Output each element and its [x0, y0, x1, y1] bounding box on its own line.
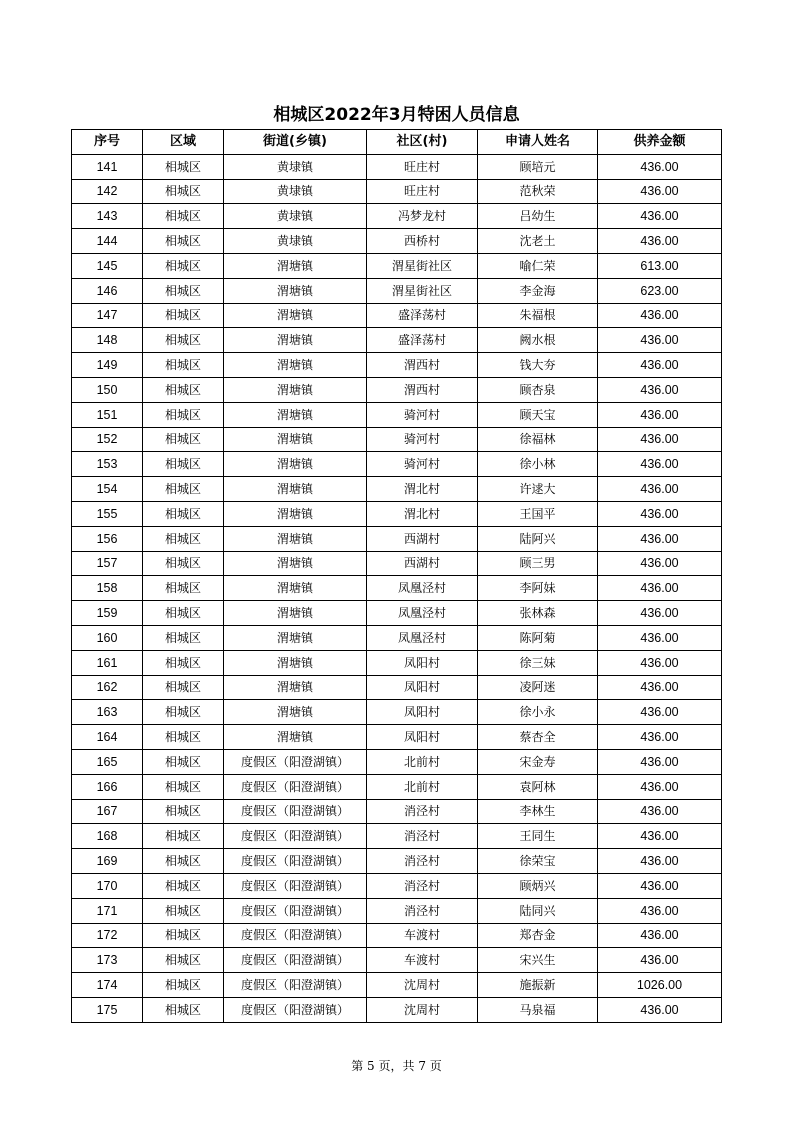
cell-region: 相城区	[143, 873, 224, 898]
table-row	[72, 650, 722, 675]
cell-index: 141	[72, 154, 143, 179]
cell-applicant: 袁阿林	[478, 774, 598, 799]
cell-amount: 436.00	[598, 154, 722, 179]
cell-applicant: 陆阿兴	[478, 526, 598, 551]
cell-applicant: 范秋荣	[478, 179, 598, 204]
table-row	[72, 799, 722, 824]
cell-region: 相城区	[143, 526, 224, 551]
col-header-index: 序号	[72, 130, 143, 155]
table-row	[72, 948, 722, 973]
cell-community: 沈周村	[367, 973, 478, 998]
table-row	[72, 923, 722, 948]
cell-street: 度假区（阳澄湖镇）	[224, 774, 367, 799]
cell-street: 渭塘镇	[224, 477, 367, 502]
cell-region: 相城区	[143, 253, 224, 278]
cell-street: 渭塘镇	[224, 650, 367, 675]
cell-amount: 436.00	[598, 997, 722, 1022]
cell-street: 渭塘镇	[224, 526, 367, 551]
cell-street: 黄埭镇	[224, 229, 367, 254]
cell-region: 相城区	[143, 353, 224, 378]
cell-region: 相城区	[143, 154, 224, 179]
cell-applicant: 张林森	[478, 601, 598, 626]
cell-amount: 436.00	[598, 873, 722, 898]
cell-amount: 436.00	[598, 849, 722, 874]
table-row	[72, 526, 722, 551]
cell-amount: 436.00	[598, 526, 722, 551]
cell-street: 渭塘镇	[224, 328, 367, 353]
cell-applicant: 喻仁荣	[478, 253, 598, 278]
cell-community: 消泾村	[367, 849, 478, 874]
cell-community: 冯梦龙村	[367, 204, 478, 229]
cell-applicant: 徐小林	[478, 452, 598, 477]
cell-amount: 436.00	[598, 328, 722, 353]
cell-community: 骑河村	[367, 427, 478, 452]
cell-applicant: 朱福根	[478, 303, 598, 328]
cell-index: 162	[72, 675, 143, 700]
table-row	[72, 253, 722, 278]
cell-amount: 436.00	[598, 700, 722, 725]
cell-region: 相城区	[143, 229, 224, 254]
table-row	[72, 973, 722, 998]
cell-index: 155	[72, 501, 143, 526]
cell-index: 174	[72, 973, 143, 998]
cell-community: 凤凰泾村	[367, 576, 478, 601]
cell-amount: 436.00	[598, 650, 722, 675]
table-row	[72, 873, 722, 898]
cell-region: 相城区	[143, 402, 224, 427]
col-header-amount: 供养金额	[598, 130, 722, 155]
col-header-region: 区域	[143, 130, 224, 155]
cell-applicant: 顾培元	[478, 154, 598, 179]
cell-community: 消泾村	[367, 799, 478, 824]
cell-amount: 436.00	[598, 749, 722, 774]
cell-index: 165	[72, 749, 143, 774]
cell-index: 151	[72, 402, 143, 427]
cell-street: 渭塘镇	[224, 303, 367, 328]
cell-community: 渭西村	[367, 353, 478, 378]
cell-community: 旺庄村	[367, 179, 478, 204]
page-number: 第 5 页，共 7 页	[351, 1059, 442, 1073]
cell-applicant: 徐小永	[478, 700, 598, 725]
table-row	[72, 725, 722, 750]
cell-community: 旺庄村	[367, 154, 478, 179]
table-row	[72, 898, 722, 923]
cell-community: 骑河村	[367, 402, 478, 427]
cell-index: 164	[72, 725, 143, 750]
cell-region: 相城区	[143, 675, 224, 700]
cell-index: 152	[72, 427, 143, 452]
cell-index: 168	[72, 824, 143, 849]
cell-community: 消泾村	[367, 898, 478, 923]
table-body	[72, 154, 722, 1022]
cell-community: 凤阳村	[367, 700, 478, 725]
cell-applicant: 徐荣宝	[478, 849, 598, 874]
cell-applicant: 徐福林	[478, 427, 598, 452]
cell-street: 度假区（阳澄湖镇）	[224, 898, 367, 923]
cell-community: 西桥村	[367, 229, 478, 254]
table-row	[72, 377, 722, 402]
cell-street: 渭塘镇	[224, 253, 367, 278]
cell-amount: 436.00	[598, 229, 722, 254]
cell-street: 度假区（阳澄湖镇）	[224, 997, 367, 1022]
cell-applicant: 顾炳兴	[478, 873, 598, 898]
table-row	[72, 749, 722, 774]
cell-amount: 436.00	[598, 551, 722, 576]
cell-community: 凤阳村	[367, 725, 478, 750]
cell-amount: 436.00	[598, 725, 722, 750]
cell-amount: 436.00	[598, 799, 722, 824]
cell-region: 相城区	[143, 898, 224, 923]
cell-amount: 436.00	[598, 377, 722, 402]
cell-community: 渭星街社区	[367, 278, 478, 303]
cell-street: 渭塘镇	[224, 427, 367, 452]
cell-street: 渭塘镇	[224, 725, 367, 750]
cell-street: 度假区（阳澄湖镇）	[224, 923, 367, 948]
cell-applicant: 马泉福	[478, 997, 598, 1022]
cell-community: 车渡村	[367, 923, 478, 948]
cell-index: 161	[72, 650, 143, 675]
cell-applicant: 王同生	[478, 824, 598, 849]
cell-street: 度假区（阳澄湖镇）	[224, 749, 367, 774]
cell-amount: 436.00	[598, 625, 722, 650]
cell-amount: 436.00	[598, 477, 722, 502]
cell-street: 渭塘镇	[224, 675, 367, 700]
cell-community: 沈周村	[367, 997, 478, 1022]
cell-index: 144	[72, 229, 143, 254]
cell-applicant: 王国平	[478, 501, 598, 526]
table-row	[72, 576, 722, 601]
cell-amount: 436.00	[598, 576, 722, 601]
cell-applicant: 沈老土	[478, 229, 598, 254]
cell-community: 凤凰泾村	[367, 625, 478, 650]
cell-street: 黄埭镇	[224, 154, 367, 179]
cell-street: 渭塘镇	[224, 551, 367, 576]
cell-street: 渭塘镇	[224, 452, 367, 477]
cell-region: 相城区	[143, 849, 224, 874]
col-header-applicant: 申请人姓名	[478, 130, 598, 155]
cell-region: 相城区	[143, 551, 224, 576]
cell-amount: 436.00	[598, 923, 722, 948]
cell-community: 凤阳村	[367, 675, 478, 700]
cell-applicant: 蔡杏全	[478, 725, 598, 750]
cell-index: 172	[72, 923, 143, 948]
cell-index: 156	[72, 526, 143, 551]
cell-amount: 436.00	[598, 601, 722, 626]
cell-index: 150	[72, 377, 143, 402]
cell-amount: 436.00	[598, 948, 722, 973]
cell-index: 148	[72, 328, 143, 353]
cell-region: 相城区	[143, 204, 224, 229]
cell-applicant: 李金海	[478, 278, 598, 303]
cell-street: 渭塘镇	[224, 576, 367, 601]
cell-region: 相城区	[143, 328, 224, 353]
cell-applicant: 阙水根	[478, 328, 598, 353]
cell-region: 相城区	[143, 700, 224, 725]
cell-applicant: 郑杏金	[478, 923, 598, 948]
cell-index: 169	[72, 849, 143, 874]
cell-street: 渭塘镇	[224, 377, 367, 402]
cell-amount: 1026.00	[598, 973, 722, 998]
cell-street: 渭塘镇	[224, 700, 367, 725]
cell-index: 157	[72, 551, 143, 576]
cell-amount: 436.00	[598, 898, 722, 923]
cell-amount: 436.00	[598, 452, 722, 477]
cell-index: 166	[72, 774, 143, 799]
cell-applicant: 宋金寿	[478, 749, 598, 774]
table-row	[72, 179, 722, 204]
table-row	[72, 997, 722, 1022]
cell-amount: 436.00	[598, 402, 722, 427]
cell-street: 黄埭镇	[224, 204, 367, 229]
data-table	[71, 129, 722, 1023]
table-row	[72, 477, 722, 502]
cell-region: 相城区	[143, 824, 224, 849]
table-row	[72, 204, 722, 229]
cell-street: 渭塘镇	[224, 501, 367, 526]
cell-index: 160	[72, 625, 143, 650]
cell-street: 度假区（阳澄湖镇）	[224, 973, 367, 998]
cell-applicant: 顾天宝	[478, 402, 598, 427]
cell-amount: 436.00	[598, 824, 722, 849]
table-row	[72, 849, 722, 874]
table-row	[72, 824, 722, 849]
cell-community: 渭北村	[367, 477, 478, 502]
col-header-street: 街道(乡镇)	[224, 130, 367, 155]
cell-community: 西湖村	[367, 551, 478, 576]
header-row	[72, 130, 722, 155]
cell-region: 相城区	[143, 725, 224, 750]
cell-amount: 436.00	[598, 501, 722, 526]
cell-amount: 436.00	[598, 353, 722, 378]
cell-region: 相城区	[143, 452, 224, 477]
table-row	[72, 402, 722, 427]
cell-community: 车渡村	[367, 948, 478, 973]
table-row	[72, 427, 722, 452]
table-row	[72, 154, 722, 179]
table-row	[72, 625, 722, 650]
cell-applicant: 许逑大	[478, 477, 598, 502]
cell-amount: 436.00	[598, 427, 722, 452]
cell-community: 骑河村	[367, 452, 478, 477]
cell-index: 158	[72, 576, 143, 601]
cell-street: 度假区（阳澄湖镇）	[224, 799, 367, 824]
cell-applicant: 陆同兴	[478, 898, 598, 923]
cell-community: 盛泽荡村	[367, 328, 478, 353]
cell-region: 相城区	[143, 303, 224, 328]
cell-street: 渭塘镇	[224, 402, 367, 427]
table-row	[72, 501, 722, 526]
cell-amount: 623.00	[598, 278, 722, 303]
cell-applicant: 施振新	[478, 973, 598, 998]
cell-index: 153	[72, 452, 143, 477]
cell-street: 渭塘镇	[224, 601, 367, 626]
table-row	[72, 675, 722, 700]
cell-region: 相城区	[143, 179, 224, 204]
cell-applicant: 钱大夯	[478, 353, 598, 378]
cell-street: 黄埭镇	[224, 179, 367, 204]
cell-community: 渭西村	[367, 377, 478, 402]
cell-region: 相城区	[143, 973, 224, 998]
cell-street: 度假区（阳澄湖镇）	[224, 948, 367, 973]
cell-index: 175	[72, 997, 143, 1022]
cell-community: 盛泽荡村	[367, 303, 478, 328]
cell-applicant: 李阿妹	[478, 576, 598, 601]
cell-applicant: 宋兴生	[478, 948, 598, 973]
cell-amount: 436.00	[598, 774, 722, 799]
cell-index: 171	[72, 898, 143, 923]
cell-region: 相城区	[143, 278, 224, 303]
cell-community: 消泾村	[367, 824, 478, 849]
cell-region: 相城区	[143, 774, 224, 799]
cell-index: 147	[72, 303, 143, 328]
cell-street: 渭塘镇	[224, 353, 367, 378]
cell-region: 相城区	[143, 749, 224, 774]
cell-amount: 436.00	[598, 675, 722, 700]
cell-community: 消泾村	[367, 873, 478, 898]
cell-applicant: 顾三男	[478, 551, 598, 576]
cell-community: 凤凰泾村	[367, 601, 478, 626]
cell-index: 154	[72, 477, 143, 502]
cell-region: 相城区	[143, 427, 224, 452]
page-title: 相城区2022年3月特困人员信息	[273, 105, 520, 125]
cell-region: 相城区	[143, 501, 224, 526]
cell-index: 143	[72, 204, 143, 229]
cell-applicant: 李林生	[478, 799, 598, 824]
cell-region: 相城区	[143, 799, 224, 824]
cell-applicant: 顾杏泉	[478, 377, 598, 402]
cell-community: 北前村	[367, 749, 478, 774]
cell-community: 渭北村	[367, 501, 478, 526]
col-header-community: 社区(村)	[367, 130, 478, 155]
cell-region: 相城区	[143, 377, 224, 402]
cell-index: 173	[72, 948, 143, 973]
cell-street: 度假区（阳澄湖镇）	[224, 824, 367, 849]
cell-street: 渭塘镇	[224, 625, 367, 650]
table-row	[72, 700, 722, 725]
cell-amount: 436.00	[598, 303, 722, 328]
cell-street: 渭塘镇	[224, 278, 367, 303]
cell-region: 相城区	[143, 601, 224, 626]
table-row	[72, 452, 722, 477]
cell-index: 149	[72, 353, 143, 378]
cell-community: 渭星街社区	[367, 253, 478, 278]
cell-amount: 613.00	[598, 253, 722, 278]
table-row	[72, 229, 722, 254]
cell-index: 145	[72, 253, 143, 278]
cell-street: 度假区（阳澄湖镇）	[224, 849, 367, 874]
cell-index: 146	[72, 278, 143, 303]
cell-index: 167	[72, 799, 143, 824]
cell-community: 北前村	[367, 774, 478, 799]
cell-street: 度假区（阳澄湖镇）	[224, 873, 367, 898]
cell-region: 相城区	[143, 923, 224, 948]
cell-region: 相城区	[143, 625, 224, 650]
cell-index: 142	[72, 179, 143, 204]
table-row	[72, 303, 722, 328]
cell-community: 西湖村	[367, 526, 478, 551]
cell-applicant: 陈阿菊	[478, 625, 598, 650]
cell-applicant: 吕幼生	[478, 204, 598, 229]
cell-amount: 436.00	[598, 204, 722, 229]
table-row	[72, 551, 722, 576]
cell-applicant: 凌阿迷	[478, 675, 598, 700]
cell-region: 相城区	[143, 576, 224, 601]
cell-index: 163	[72, 700, 143, 725]
cell-amount: 436.00	[598, 179, 722, 204]
cell-region: 相城区	[143, 997, 224, 1022]
cell-applicant: 徐三妹	[478, 650, 598, 675]
table-row	[72, 774, 722, 799]
cell-community: 凤阳村	[367, 650, 478, 675]
table-row	[72, 328, 722, 353]
table-row	[72, 601, 722, 626]
cell-region: 相城区	[143, 650, 224, 675]
table-row	[72, 353, 722, 378]
table-row	[72, 278, 722, 303]
cell-region: 相城区	[143, 948, 224, 973]
cell-region: 相城区	[143, 477, 224, 502]
cell-index: 170	[72, 873, 143, 898]
cell-index: 159	[72, 601, 143, 626]
